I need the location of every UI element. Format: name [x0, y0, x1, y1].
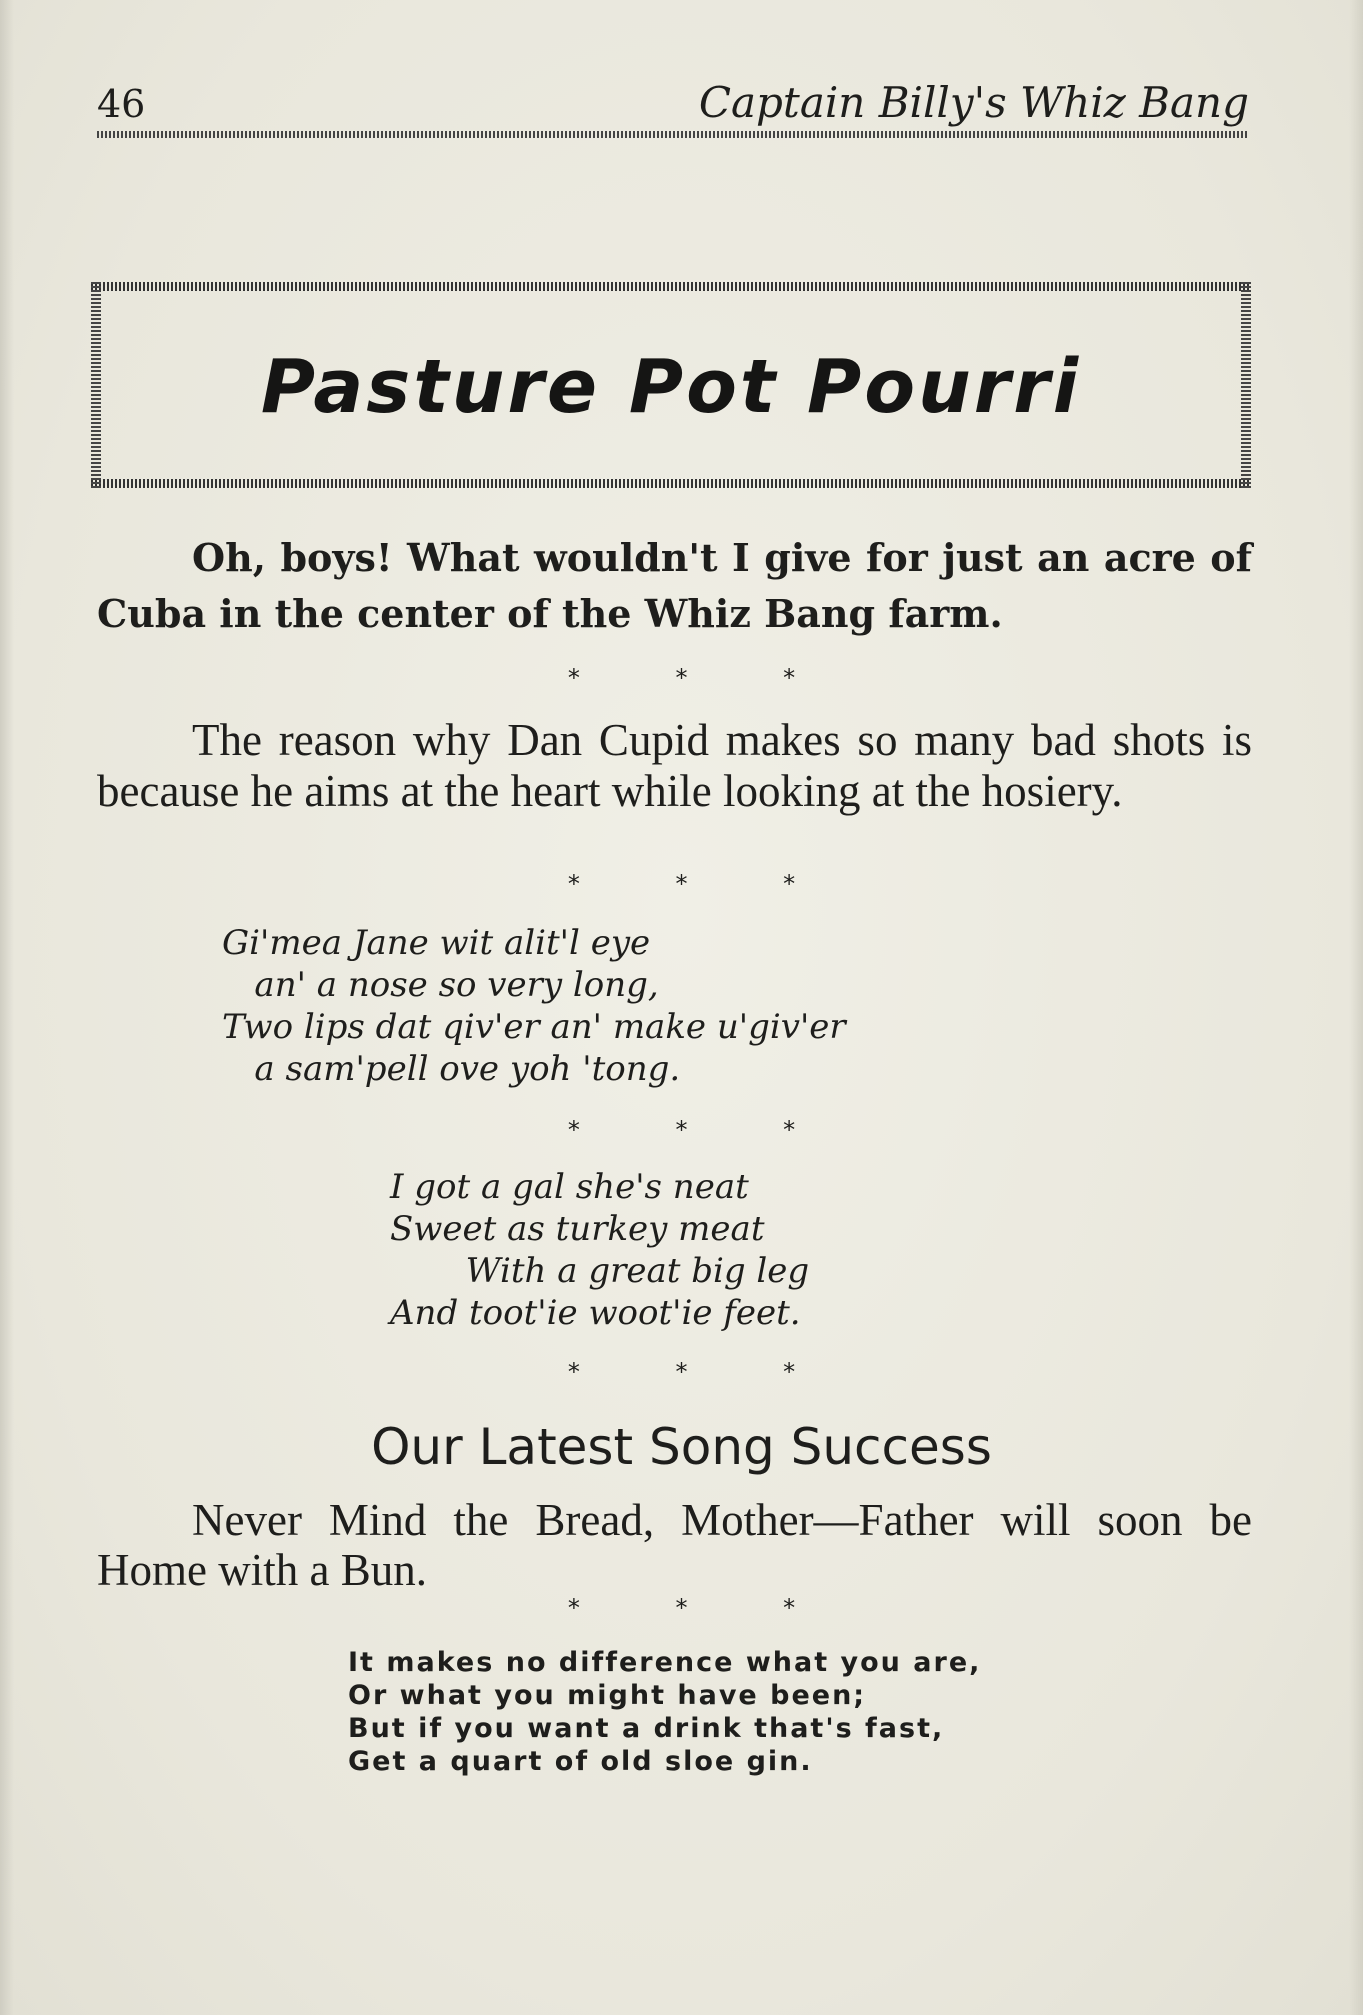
verse-line: Or what you might have been;: [348, 1680, 867, 1711]
separator-stars: * * *: [567, 870, 840, 898]
song-heading: Our Latest Song Success: [371, 1418, 992, 1476]
verse-gal: [390, 1166, 809, 1334]
verse-jane: [222, 922, 846, 1090]
title-box-border-top: [91, 282, 1251, 291]
section-title: Pasture Pot Pourri: [260, 344, 1082, 430]
verse-line: an' a nose so very long,: [222, 965, 659, 1005]
verse-line: Gi'mea Jane wit alit'l eye: [222, 923, 651, 963]
verse-line: I got a gal she's neat: [390, 1167, 749, 1207]
separator-stars: * * *: [567, 1358, 840, 1386]
running-title: Captain Billy's Whiz Bang: [698, 78, 1249, 127]
page-edge-shadow-right: [1349, 0, 1363, 2015]
page-number: 46: [97, 82, 146, 126]
verse-line: With a great big leg: [390, 1251, 810, 1291]
verse-line: a sam'pell ove yoh 'tong.: [222, 1049, 681, 1089]
paragraph-cuba: Oh, boys! What wouldn't I give for just an acre of Cuba in the center of the Whiz Bang farm.: [97, 535, 1252, 636]
verse-line: Two lips dat qiv'er an' make u'giv'er: [222, 1007, 846, 1047]
header-dotted-rule: [97, 131, 1249, 138]
title-box-border-bottom: [91, 479, 1251, 488]
verse-line: And toot'ie woot'ie feet.: [390, 1293, 801, 1333]
separator-stars: * * *: [567, 1594, 840, 1622]
separator-stars: * * *: [567, 1116, 840, 1144]
paragraph-song: Never Mind the Bread, Mother—Father will soon be Home with a Bun.: [97, 1495, 1252, 1595]
page-header: [97, 70, 1249, 140]
verse-line: Get a quart of old sloe gin.: [348, 1746, 813, 1777]
verse-line: But if you want a drink that's fast,: [348, 1713, 945, 1744]
verse-line: Sweet as turkey meat: [390, 1209, 765, 1249]
section-title-box: [91, 282, 1251, 488]
verse-sloe-gin: [348, 1646, 981, 1778]
verse-line: It makes no difference what you are,: [348, 1647, 982, 1678]
paragraph-cupid: The reason why Dan Cupid makes so many bad shots is because he aims at the heart while looking at the hosiery.: [97, 715, 1252, 816]
page-edge-shadow-left: [0, 0, 14, 2015]
separator-stars: * * *: [567, 664, 840, 692]
